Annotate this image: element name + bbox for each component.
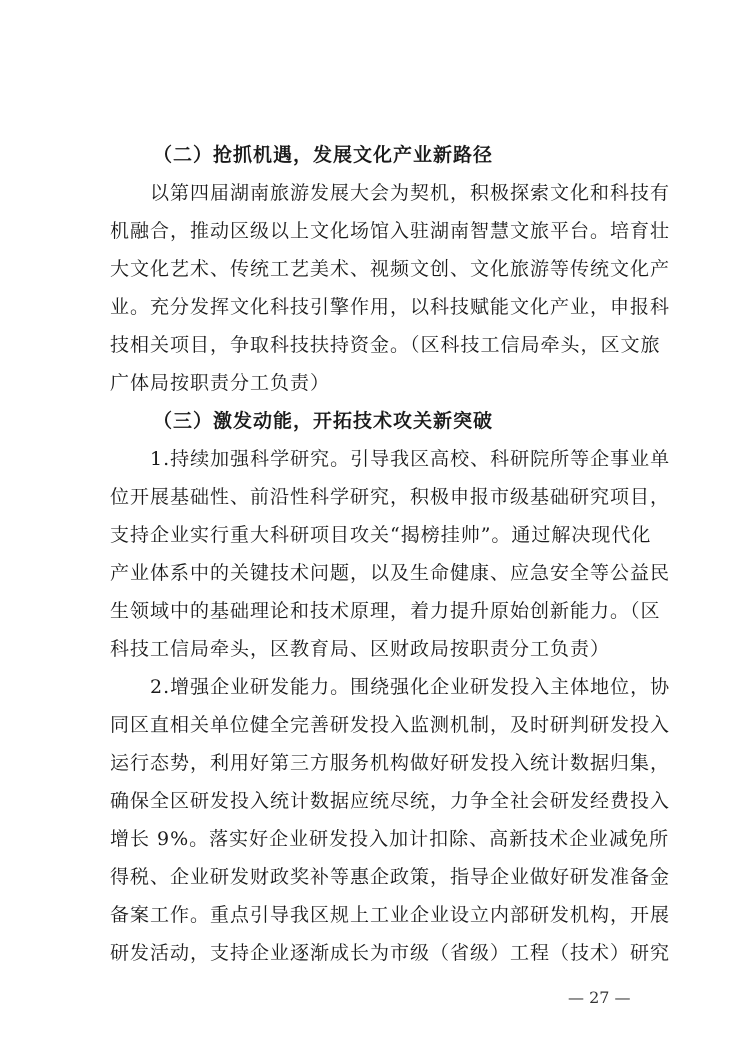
paragraph-line: 同区直相关单位健全完善研发投入监测机制，及时研判研发投入: [110, 714, 670, 736]
paragraph-line: 备案工作。重点引导我区规上工业企业设立内部研发机构，开展: [110, 904, 670, 926]
paragraph-line: 研发活动，支持企业逐渐成长为市级（省级）工程（技术）研究: [110, 942, 670, 964]
page-number: — 27 —: [568, 988, 631, 1007]
paragraph-line: 以第四届湖南旅游发展大会为契机，积极探索文化和科技有: [150, 182, 671, 204]
paragraph-line: 2.增强企业研发能力。围绕强化企业研发投入主体地位，协: [150, 676, 671, 698]
paragraph-line: 支持企业实行重大科研项目攻关“揭榜挂帅”。通过解决现代化: [110, 524, 652, 546]
paragraph-line: 确保全区研发投入统计数据应统尽统，力争全社会研发经费投入: [110, 790, 670, 812]
paragraph-line: 增长 9%。落实好企业研发投入加计扣除、高新技术企业减免所: [110, 828, 670, 850]
section-heading-3: （三）激发动能，开拓技术攻关新突破: [153, 410, 494, 432]
paragraph-line: 产业体系中的关键技术问题，以及生命健康、应急安全等公益民: [110, 562, 670, 584]
paragraph-line: 技相关项目，争取科技扶持资金。（区科技工信局牵头，区文旅: [110, 334, 661, 356]
paragraph-line: 广体局按职责分工负责）: [110, 372, 331, 394]
paragraph-line: 业。充分发挥文化科技引擎作用，以科技赋能文化产业，申报科: [110, 296, 670, 318]
paragraph-line: 生领域中的基础理论和技术原理，着力提升原始创新能力。（区: [110, 600, 661, 622]
paragraph-line: 大文化艺术、传统工艺美术、视频文创、文化旅游等传统文化产: [110, 258, 670, 280]
paragraph-line: 1.持续加强科学研究。引导我区高校、科研院所等企事业单: [150, 448, 671, 470]
paragraph-line: 科技工信局牵头，区教育局、区财政局按职责分工负责）: [110, 638, 611, 660]
paragraph-line: 位开展基础性、前沿性科学研究，积极申报市级基础研究项目，: [110, 486, 670, 508]
paragraph-line: 机融合，推动区级以上文化场馆入驻湖南智慧文旅平台。培育壮: [110, 220, 670, 242]
paragraph-line: 得税、企业研发财政奖补等惠企政策，指导企业做好研发准备金: [110, 866, 670, 888]
section-heading-2: （二）抢抓机遇，发展文化产业新路径: [153, 144, 494, 166]
paragraph-line: 运行态势，利用好第三方服务机构做好研发投入统计数据归集，: [110, 752, 670, 774]
